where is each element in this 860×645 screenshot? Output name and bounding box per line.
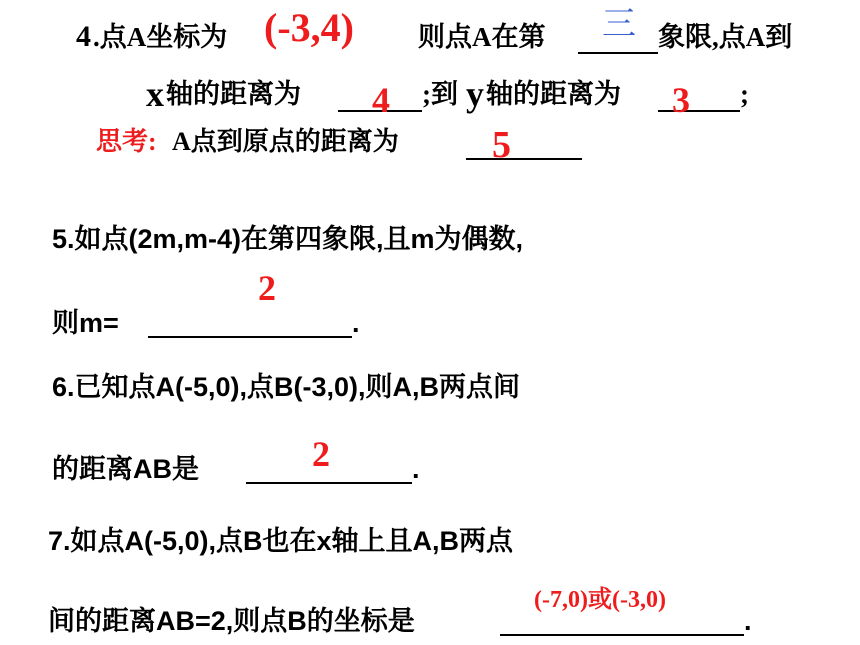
q4-x-letter: x bbox=[146, 74, 164, 114]
q4-think-label: 思考: bbox=[96, 127, 157, 156]
q4-answer-x-distance: 4 bbox=[372, 80, 390, 120]
q5-blank bbox=[148, 336, 352, 338]
q5-line2-prefix: 则m= bbox=[52, 308, 119, 338]
q5-answer: 2 bbox=[258, 268, 276, 308]
q7-blank bbox=[500, 634, 744, 636]
q6-blank bbox=[246, 482, 412, 484]
q4-answer-origin-distance: 5 bbox=[492, 124, 511, 166]
q4-answer-y-distance: 3 bbox=[672, 80, 690, 120]
q4-y-letter: y bbox=[466, 74, 484, 114]
q4-text-d: 轴的距离为 bbox=[166, 79, 301, 109]
q4-text-g: ; bbox=[740, 79, 749, 109]
q4-answer-coord: (-3,4) bbox=[264, 5, 354, 50]
q4-text-f: 轴的距离为 bbox=[486, 79, 621, 109]
q4-blank-y-distance bbox=[658, 110, 740, 112]
q6-line1: 6.已知点A(-5,0),点B(-3,0),则A,B两点间 bbox=[52, 372, 521, 402]
q4-text-a: .点A坐标为 bbox=[93, 22, 228, 52]
q4-answer-quadrant: 三 bbox=[602, 6, 636, 43]
q5-line2-suffix: . bbox=[352, 308, 360, 338]
q7-answer: (-7,0)或(-3,0) bbox=[534, 587, 666, 613]
q4-blank-origin-distance bbox=[466, 158, 582, 160]
q4-think-text: A点到原点的距离为 bbox=[172, 127, 399, 156]
q4-text-e: ;到 bbox=[422, 79, 458, 109]
q5-line1: 5.如点(2m,m-4)在第四象限,且m为偶数, bbox=[52, 224, 524, 254]
q6-answer: 2 bbox=[312, 434, 330, 474]
q4-text-c: 象限,点A到 bbox=[658, 22, 793, 52]
q6-line2-prefix: 的距离AB是 bbox=[52, 454, 199, 484]
q6-line2-suffix: . bbox=[412, 454, 420, 484]
q4-number: 4 bbox=[76, 20, 91, 53]
q7-line2-suffix: . bbox=[744, 606, 752, 636]
q4-blank-quadrant bbox=[578, 52, 658, 54]
q7-line1: 7.如点A(-5,0),点B也在x轴上且A,B两点 bbox=[48, 526, 514, 556]
q7-line2-prefix: 间的距离AB=2,则点B的坐标是 bbox=[48, 606, 415, 636]
q4-text-b: 则点A在第 bbox=[418, 22, 546, 52]
